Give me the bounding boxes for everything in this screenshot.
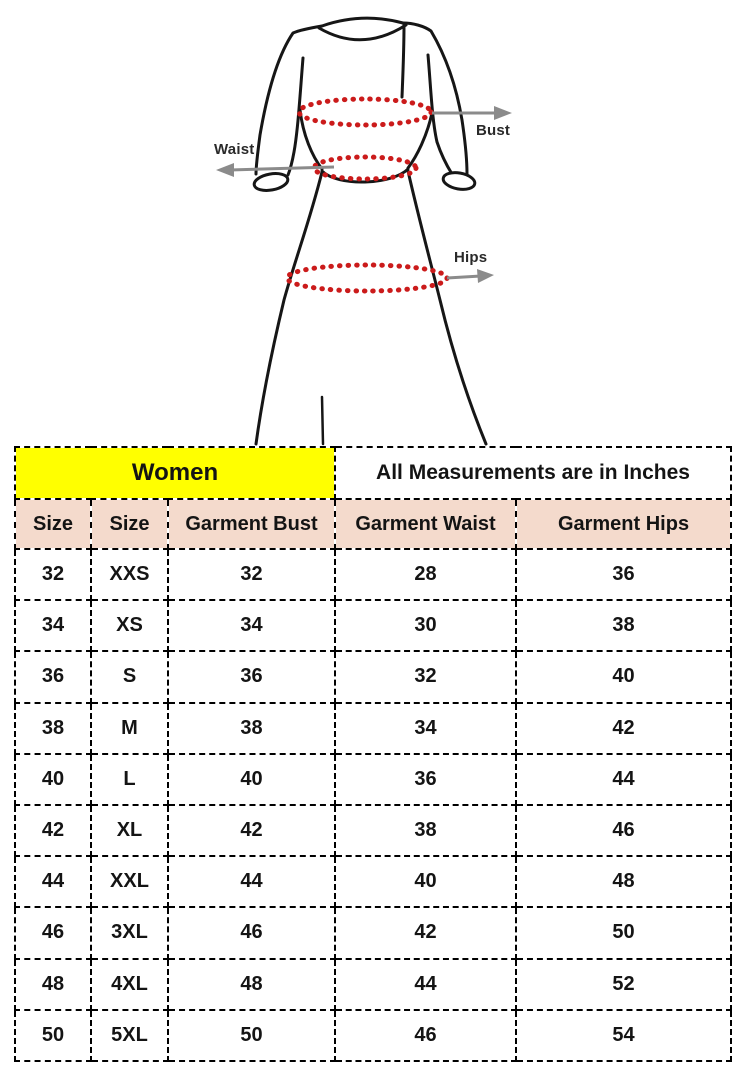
cell-bust: 42 (168, 805, 335, 856)
dress-right-bodice (408, 113, 432, 168)
table-row (15, 703, 731, 754)
dress-right-seam (402, 25, 404, 97)
cell-size-number: 36 (15, 651, 91, 702)
cell-size-number: 40 (15, 754, 91, 805)
cell-waist: 44 (335, 959, 516, 1010)
dress-skirt-left (256, 172, 322, 444)
cell-hips: 36 (516, 549, 731, 600)
dress-outline (253, 18, 486, 444)
waist-arrow-line (230, 167, 334, 170)
dress-left-cuff (253, 171, 289, 193)
cell-bust: 32 (168, 549, 335, 600)
measurement-lines (287, 99, 447, 291)
column-header-garment-bust: Garment Bust (168, 499, 335, 549)
dress-neckline (319, 25, 406, 40)
cell-size-letter: XXL (91, 856, 168, 907)
table-row (15, 856, 731, 907)
dress-left-bodice (300, 110, 322, 169)
hips-arrow-head (477, 269, 494, 283)
cell-size-number: 50 (15, 1010, 91, 1061)
cell-hips: 40 (516, 651, 731, 702)
cell-size-letter: XS (91, 600, 168, 651)
cell-size-number: 46 (15, 907, 91, 958)
cell-waist: 36 (335, 754, 516, 805)
cell-waist: 46 (335, 1010, 516, 1061)
cell-bust: 44 (168, 856, 335, 907)
waist-arrow-head (216, 163, 234, 177)
group-header-women: Women (15, 447, 335, 499)
cell-bust: 34 (168, 600, 335, 651)
cell-bust: 46 (168, 907, 335, 958)
group-header-row (15, 447, 731, 499)
cell-size-letter: M (91, 703, 168, 754)
column-header-row (15, 499, 731, 549)
waist-label: Waist (214, 141, 255, 158)
hips-label: Hips (454, 249, 488, 266)
cell-waist: 28 (335, 549, 516, 600)
hips-measure-line (287, 265, 447, 291)
cell-hips: 48 (516, 856, 731, 907)
cell-bust: 36 (168, 651, 335, 702)
cell-size-letter: S (91, 651, 168, 702)
table-row (15, 1010, 731, 1061)
cell-bust: 50 (168, 1010, 335, 1061)
cell-waist: 32 (335, 651, 516, 702)
column-header-garment-waist: Garment Waist (335, 499, 516, 549)
cell-hips: 54 (516, 1010, 731, 1061)
cell-hips: 50 (516, 907, 731, 958)
dress-slit (322, 397, 323, 444)
table-row (15, 600, 731, 651)
cell-hips: 46 (516, 805, 731, 856)
cell-waist: 30 (335, 600, 516, 651)
bust-label: Bust (476, 122, 511, 139)
cell-waist: 42 (335, 907, 516, 958)
table-row (15, 549, 731, 600)
cell-bust: 38 (168, 703, 335, 754)
cell-size-number: 48 (15, 959, 91, 1010)
cell-size-number: 44 (15, 856, 91, 907)
cell-hips: 44 (516, 754, 731, 805)
cell-waist: 40 (335, 856, 516, 907)
cell-hips: 42 (516, 703, 731, 754)
table-row (15, 651, 731, 702)
hips-arrow-line (447, 276, 481, 278)
cell-size-number: 42 (15, 805, 91, 856)
cell-bust: 48 (168, 959, 335, 1010)
cell-size-number: 34 (15, 600, 91, 651)
bust-arrow-head (494, 106, 512, 120)
cell-size-letter: L (91, 754, 168, 805)
dress-right-cuff (442, 170, 476, 191)
cell-waist: 38 (335, 805, 516, 856)
column-header-size-number: Size (15, 499, 91, 549)
table-row (15, 754, 731, 805)
cell-waist: 34 (335, 703, 516, 754)
cell-hips: 38 (516, 600, 731, 651)
cell-size-letter: 3XL (91, 907, 168, 958)
table-row (15, 805, 731, 856)
cell-size-letter: XL (91, 805, 168, 856)
cell-bust: 40 (168, 754, 335, 805)
table-row (15, 959, 731, 1010)
cell-hips: 52 (516, 959, 731, 1010)
dress-skirt-right (408, 171, 486, 444)
dress-measurement-diagram (0, 0, 746, 446)
cell-size-number: 38 (15, 703, 91, 754)
bust-measure-line (299, 99, 431, 125)
group-header-units: All Measurements are in Inches (335, 447, 731, 499)
cell-size-letter: 5XL (91, 1010, 168, 1061)
column-header-garment-hips: Garment Hips (516, 499, 731, 549)
dress-back-neck (322, 18, 403, 26)
cell-size-number: 32 (15, 549, 91, 600)
cell-size-letter: 4XL (91, 959, 168, 1010)
size-table (14, 446, 732, 1062)
cell-size-letter: XXS (91, 549, 168, 600)
column-header-size-letter: Size (91, 499, 168, 549)
dress-right-sleeve-outer (403, 23, 467, 174)
table-row (15, 907, 731, 958)
